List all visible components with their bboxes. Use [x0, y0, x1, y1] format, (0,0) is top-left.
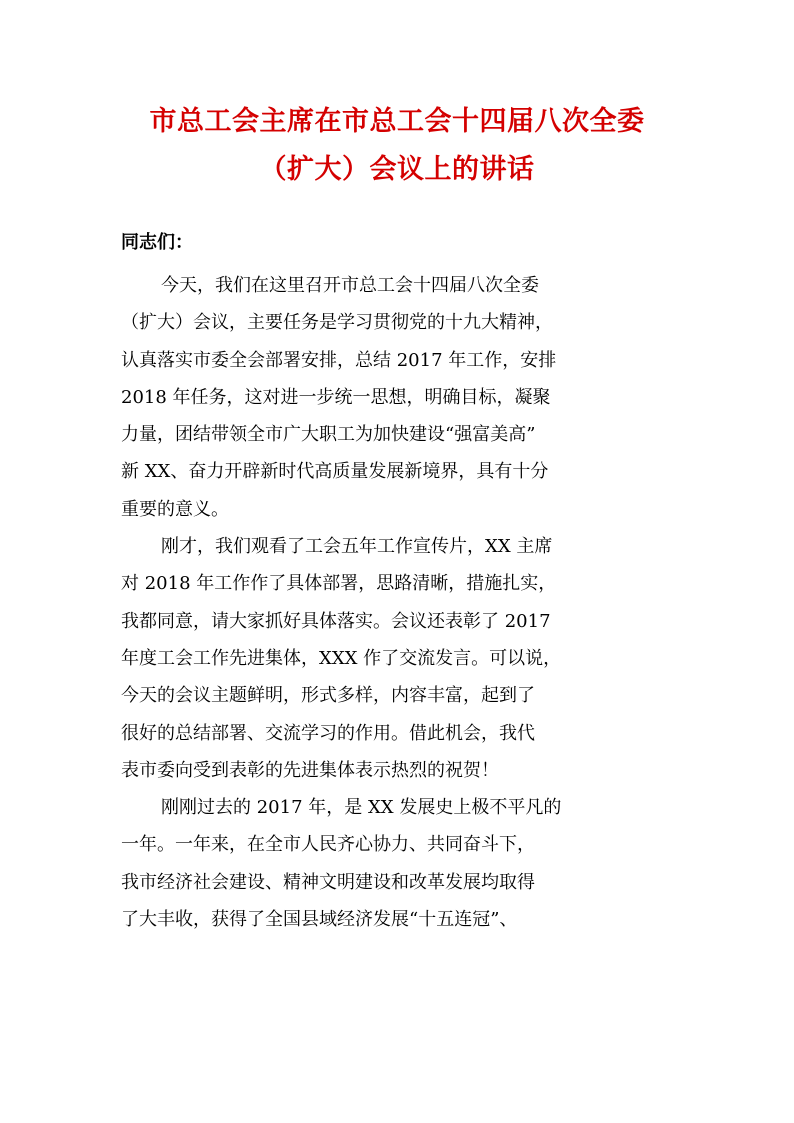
body-line: 很好的总结部署、交流学习的作用。借此机会，我代: [121, 722, 535, 744]
body-line: 重要的意义。: [121, 498, 229, 520]
body-line: 新 XX、奋力开辟新时代高质量发展新境界，具有十分: [121, 461, 549, 483]
title-line-2: （扩大）会议上的讲话: [259, 154, 535, 185]
body-line: 今天，我们在这里召开市总工会十四届八次全委: [161, 275, 539, 296]
body-line: 刚刚过去的 2017 年，是 XX 发展史上极不平凡的: [161, 797, 562, 819]
body-line: （扩大）会议，主要任务是学习贯彻党的十九大精神，: [121, 312, 553, 334]
title-line-1: 市总工会主席在市总工会十四届八次全委: [149, 106, 645, 137]
document-title: [100, 98, 694, 194]
body-line: 力量，团结带领全市广大职工为加快建设“强富美高”: [121, 424, 536, 446]
document-body: [121, 267, 673, 938]
body-line: 一年。一年来，在全市人民齐心协力、共同奋斗下，: [121, 834, 535, 856]
salutation: 同志们：: [121, 232, 193, 253]
body-line: 认真落实市委全会部署安排，总结 2017 年工作，安排: [121, 349, 557, 371]
body-line: 我都同意，请大家抓好具体落实。会议还表彰了 2017: [121, 610, 551, 632]
body-line: 我市经济社会建设、精神文明建设和改革发展均取得: [121, 871, 535, 893]
body-line: 表市委向受到表彰的先进集体表示热烈的祝贺！: [121, 759, 499, 781]
body-line: 2018 年任务，这对进一步统一思想，明确目标，凝聚: [121, 386, 551, 408]
body-line: 刚才，我们观看了工会五年工作宣传片，XX 主席: [161, 536, 553, 558]
body-line: 对 2018 年工作作了具体部署，思路清晰，措施扎实，: [121, 573, 557, 595]
body-line: 了大丰收，获得了全国县域经济发展“十五连冠”、: [121, 909, 518, 931]
body-line: 年度工会工作先进集体，XXX 作了交流发言。可以说，: [121, 647, 562, 669]
body-line: 今天的会议主题鲜明，形式多样，内容丰富，起到了: [121, 685, 535, 707]
